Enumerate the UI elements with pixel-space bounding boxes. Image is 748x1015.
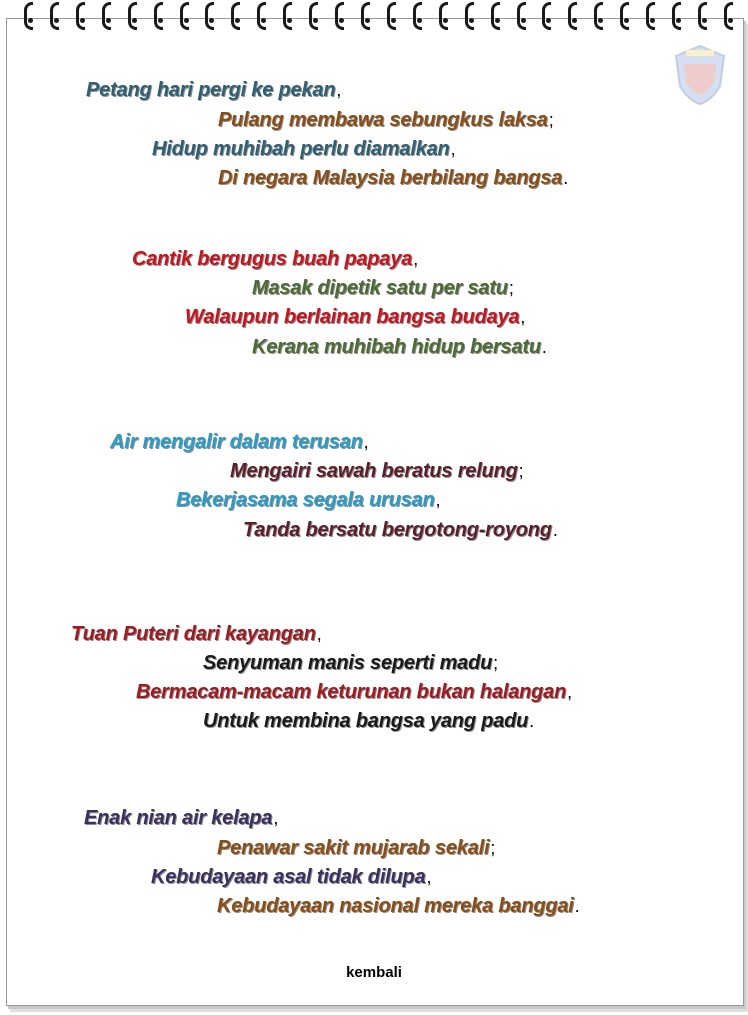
poem-line: Senyuman manis seperti madu; — [203, 652, 498, 674]
binding-ring — [566, 0, 578, 28]
back-link-row — [0, 964, 748, 981]
binding-ring — [540, 0, 552, 28]
binding-ring — [618, 0, 630, 28]
binding-ring — [644, 0, 656, 28]
poem-line: Hidup muhibah perlu diamalkan, — [152, 138, 456, 160]
binding-ring — [178, 0, 190, 28]
binding-ring — [333, 0, 345, 28]
back-link[interactable]: kembali — [346, 964, 402, 981]
poem-line: Mengairi sawah beratus relung; — [230, 460, 524, 482]
binding-ring — [463, 0, 475, 28]
poem-line: Enak nian air kelapa, — [84, 807, 279, 829]
binding-ring — [255, 0, 267, 28]
binding-ring — [126, 0, 138, 28]
poem-line: Kebudayaan nasional mereka banggai. — [217, 895, 580, 917]
poem-line: Bekerjasama segala urusan, — [176, 489, 441, 511]
binding-ring — [437, 0, 449, 28]
binding-ring — [74, 0, 86, 28]
binding-ring — [307, 0, 319, 28]
binding-ring — [22, 0, 34, 28]
school-crest-icon — [668, 42, 732, 106]
binding-ring — [48, 0, 60, 28]
binding-ring — [670, 0, 682, 28]
binding-ring — [385, 0, 397, 28]
poem-line: Masak dipetik satu per satu; — [252, 277, 514, 299]
poem-line: Untuk membina bangsa yang padu. — [203, 710, 534, 732]
binding-ring — [359, 0, 371, 28]
binding-ring — [592, 0, 604, 28]
poem-line: Bermacam-macam keturunan bukan halangan, — [136, 681, 572, 703]
poem-line: Di negara Malaysia berbilang bangsa. — [218, 167, 569, 189]
poem-line: Penawar sakit mujarab sekali; — [217, 837, 496, 859]
binding-ring — [152, 0, 164, 28]
poem-line: Petang hari pergi ke pekan, — [86, 79, 342, 101]
poem-line: Tanda bersatu bergotong-royong. — [243, 519, 558, 541]
poem-line: Pulang membawa sebungkus laksa; — [218, 109, 554, 131]
binding-ring — [411, 0, 423, 28]
binding-ring — [203, 0, 215, 28]
binding-ring — [696, 0, 708, 28]
poem-line: Air mengalir dalam terusan, — [110, 431, 369, 453]
spiral-binding — [22, 0, 734, 30]
poem-line: Kebudayaan asal tidak dilupa, — [151, 866, 432, 888]
poem-line: Walaupun berlainan bangsa budaya, — [185, 306, 526, 328]
binding-ring — [100, 0, 112, 28]
poem-line: Kerana muhibah hidup bersatu. — [252, 336, 547, 358]
binding-ring — [489, 0, 501, 28]
binding-ring — [722, 0, 734, 28]
poem-line: Cantik bergugus buah papaya, — [132, 248, 419, 270]
poem-line: Tuan Puteri dari kayangan, — [71, 623, 322, 645]
binding-ring — [515, 0, 527, 28]
binding-ring — [229, 0, 241, 28]
binding-ring — [281, 0, 293, 28]
